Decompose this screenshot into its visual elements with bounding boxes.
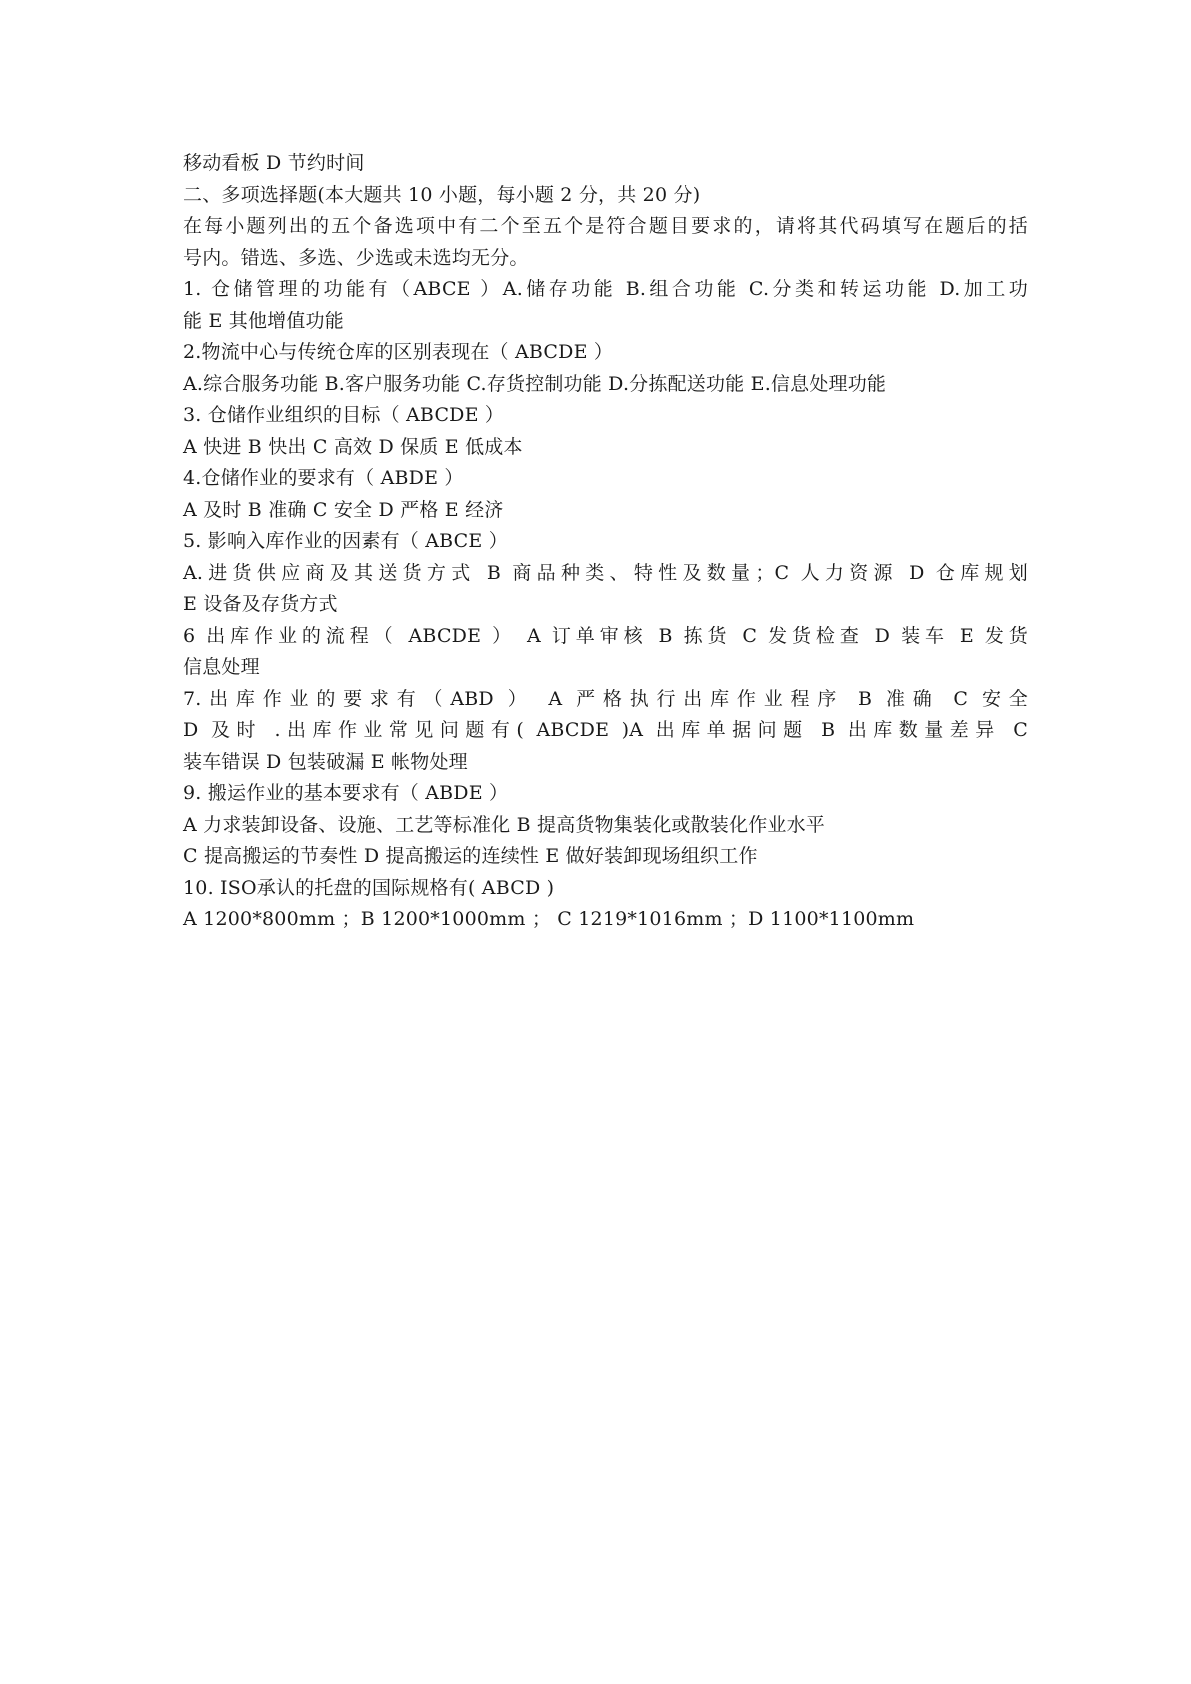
question-3: 3. 仓储作业组织的目标（ ABCDE ） bbox=[183, 404, 505, 426]
question-8-continued: 装车错误 D 包装破漏 E 帐物处理 bbox=[183, 750, 468, 773]
section-heading: 二、多项选择题(本大题共 10 小题，每小题 2 分，共 20 分) bbox=[183, 183, 701, 206]
question-5-options-continued: E 设备及存货方式 bbox=[183, 593, 338, 615]
question-9-options: A 力求装卸设备、设施、工艺等标准化 B 提高货物集装化或散装化作业水平 bbox=[183, 813, 826, 836]
question-7-8-line: D 及时 .出库作业常见问题有( ABCDE )A 出库单据问题 B 出库数量差异 C bbox=[183, 719, 1028, 741]
question-3-options: A 快进 B 快出 C 高效 D 保质 E 低成本 bbox=[183, 435, 523, 458]
question-7: 7.出库作业的要求有（ABD ） A 严格执行出库作业程序 B 准确 C 安全 bbox=[183, 687, 1028, 710]
text-line: 移动看板 D 节约时间 bbox=[183, 152, 365, 174]
question-6: 6 出库作业的流程（ ABCDE ） A 订单审核 B 拣货 C 发货检查 D 装车 E 发货 bbox=[183, 624, 1028, 647]
question-9: 9. 搬运作业的基本要求有（ ABDE ） bbox=[183, 782, 509, 804]
document-body bbox=[183, 148, 1028, 936]
question-9-options-continued: C 提高搬运的节奏性 D 提高搬运的连续性 E 做好装卸现场组织工作 bbox=[183, 845, 758, 867]
question-10-options: A 1200*800mm ；B 1200*1000mm ； C 1219*1016mm ；D 1100*1100mm bbox=[183, 908, 915, 930]
question-5: 5. 影响入库作业的因素有（ ABCE ） bbox=[183, 530, 508, 552]
question-1-continued: 能 E 其他增值功能 bbox=[183, 309, 344, 332]
instruction-line: 号内。错选、多选、少选或未选均无分。 bbox=[183, 246, 529, 269]
question-4: 4.仓储作业的要求有（ ABDE ） bbox=[183, 467, 464, 489]
question-6-continued: 信息处理 bbox=[183, 656, 260, 678]
question-2-options: A.综合服务功能 B.客户服务功能 C.存货控制功能 D.分拣配送功能 E.信息处理功能 bbox=[183, 372, 887, 395]
question-4-options: A 及时 B 准确 C 安全 D 严格 E 经济 bbox=[183, 498, 504, 521]
instruction-line: 在每小题列出的五个备选项中有二个至五个是符合题目要求的，请将其代码填写在题后的括 bbox=[183, 215, 1028, 237]
question-2: 2.物流中心与传统仓库的区别表现在（ ABCDE ） bbox=[183, 341, 614, 363]
question-10: 10. ISO承认的托盘的国际规格有( ABCD ) bbox=[183, 876, 555, 899]
question-5-options: A.进货供应商及其送货方式 B 商品种类、特性及数量；C 人力资源 D 仓库规划 bbox=[183, 561, 1028, 584]
question-1: 1. 仓储管理的功能有（ABCE ）A.储存功能 B.组合功能 C.分类和转运功能 D.加工功 bbox=[183, 278, 1028, 300]
